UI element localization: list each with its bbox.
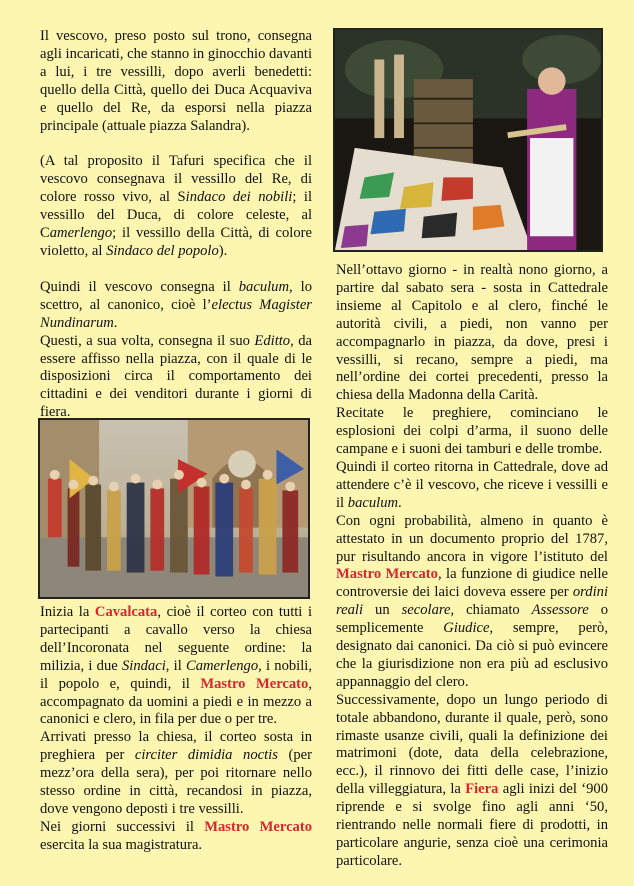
paragraph-1787: Con ogni probabilità, almeno in quanto è attestato in un documento proprio del 1787, pur risultando ancora in vigore l’istituto del Mastro Mercato, la funzione di giudice nelle controversie dei laici doveva essere per ordini reali un secolare, chiamato Assessore o semplicemente Giudice, sempre, però, designato dai canonici. Da ciò si può evincere che la giurisdizione non era più ad esclusivo appannaggio del clero. [336,512,608,690]
left-column-bottom [40,604,312,855]
ceremony-photo [333,28,603,252]
paragraph-preghiera: Arrivati presso la chiesa, il corteo sosta in preghiera per circiter dimidia noctis (per mezz’ora della sera), per poi ritornare nello stesso ordine in città, recandosi in piazza, dove vengono deposti i tre vessilli. [40,729,312,817]
right-column [336,262,608,871]
parade-photo [38,418,310,599]
paragraph-editto: Questi, a sua volta, consegna il suo Editto, da essere affisso nella piazza, con il quale di le disposizioni circa il comportamento dei cittadini e dei venditori durante i giorni di fiera. [40,332,312,421]
paragraph-baculum: Quindi il vescovo consegna il baculum, lo scettro, al canonico, cioè l’electus Magister Nundinarum. [40,278,312,331]
left-column-top [40,28,312,422]
paragraph-vessilli: Il vescovo, preso posto sul trono, consegna agli incaricati, che stanno in ginocchio davanti a lui, i tre vessilli, dopo averli benedetti: quello della Città, quello dei Duca Acquaviva e quello del Re, da esporsi nella piazza principale (attuale piazza Salandra). [40,28,312,134]
paragraph-cavalcata: Inizia la Cavalcata, cioè il corteo con tutti i partecipanti a cavallo verso la chiesa dell’Incoronata nel seguente ordine: la milizia, i due Sindaci, il Camerlengo, i nobili, il popolo e, quindi, il Mastro Mercato, accompagnato da uomini a piedi e in mezzo a canonici e clero, in fila per due o per tre. [40,604,312,728]
paragraph-fiera: Successivamente, dopo un lungo periodo di totale abbandono, durante il quale, però, sono rimaste usanze civili, quali la definizione dei matrimoni (dote, data della celebrazione, ecc.), il rinnovo dei fitti delle case, l’inizio della villeggiatura, la Fiera agli inizi del ‘900 riprende e si svolge fino agli anni ‘50, rientrando nelle normali fiere di prodotti, in particolare angurie, senza cioè una cerimonia particolare. [336,691,608,869]
paragraph-tafuri: (A tal proposito il Tafuri specifica che il vescovo consegnava il vessillo del Re, di colore rosso vivo, al Sindaco dei nobili; il vessillo del Duca, di colore celeste, al Camerlengo; il vessillo della Città, di colore violetto, al Sindaco del popolo). [40,153,313,259]
paragraph-ritorno: Quindi il corteo ritorna in Cattedrale, dove ad attendere c’è il vescovo, che riceve i vessilli e il baculum. [336,458,608,511]
paragraph-preghiere: Recitate le preghiere, cominciano le esplosioni dei colpi d’arma, il suono delle campane e i suoni dei tamburi e delle trombe. [336,405,608,458]
paragraph-ottavo-giorno: Nell’ottavo giorno - in realtà nono giorno, a partire dal sabato sera - sosta in Cattedrale insieme al Capitolo e al clero, finché le autorità civili, a piedi, non vanno per accompagnarlo in piazza, da dove, presi i vessilli, si recano, sempre a piedi, ma nell’ordine dei cortei precedenti, presso la chiesa della Madonna della Carità. [336,262,608,404]
paragraph-magistratura: Nei giorni successivi il Mastro Mercato esercita la sua magistratura. [40,818,313,853]
